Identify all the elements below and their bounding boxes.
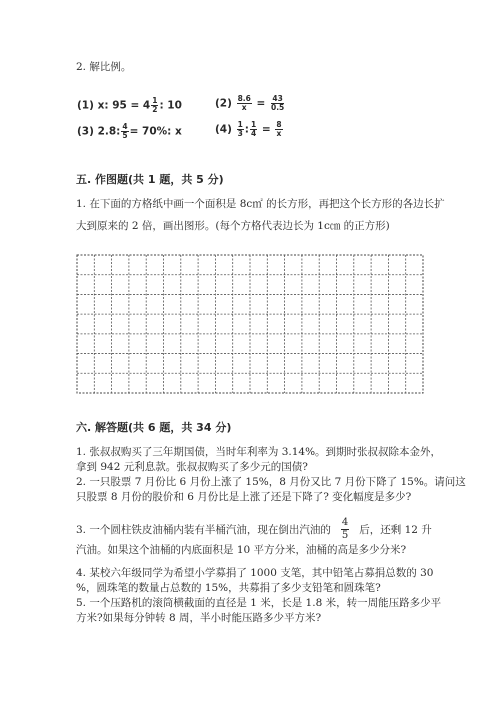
equals-sign: =	[256, 97, 266, 110]
question-2-title: 2. 解比例。	[76, 61, 132, 73]
colon: :	[244, 123, 249, 136]
section-6-question-3-line-1	[76, 517, 432, 542]
square-grid-paper[interactable]	[76, 254, 424, 394]
section-5-question-1-line-2: 大到原来的 2 倍，画出图形。(每个方格代表边长为 1c㎝ 的正方形)	[76, 220, 390, 232]
section-5-question-1-line-1: 1. 在下面的方格纸中画一个面积是 8c㎡ 的长方形，再把这个长方形的各边长扩	[76, 198, 445, 210]
fraction: $\frac{1}{2}$	[152, 96, 158, 114]
section-6-heading: 六. 解答题(共 6 题，共 34 分)	[76, 421, 232, 434]
equation-left: 2.8:	[97, 125, 121, 138]
question-3-text: 3. 一个圆柱铁皮油桶内装有半桶汽油，现在倒出汽油的	[76, 523, 331, 536]
fraction: $\frac{8}{x}$	[276, 120, 282, 138]
equation-right: : 10	[159, 99, 182, 112]
section-6-question-5-line-1: 5. 一个压路机的滚筒横截面的直径是 1 米，长是 1.8 米，转一周能压路多少平	[76, 597, 442, 609]
section-6-question-1-line-2: 拿到 942 元利息款。张叔叔购买了多少元的国债?	[76, 461, 308, 473]
question-3-text: 后，还剩 12 升	[359, 523, 432, 536]
equation-label: (3)	[77, 125, 94, 138]
equation-4	[215, 121, 284, 138]
section-6-question-4-line-2: %，圆珠笔的数量占总数的 15%，共募捐了多少支铅笔和圆珠笔?	[76, 582, 381, 594]
section-6-question-2-line-1: 2. 一只股票 7 月份比 6 月份上涨了 15%，8 月份又比 7 月份下降了 15%。请问这	[76, 476, 466, 488]
equation-label: (2)	[215, 97, 232, 110]
equation-left: x: 95 = 4	[97, 99, 151, 112]
section-6-question-1-line-1: 1. 张叔叔购买了三年期国债，当时年利率为 3.14%。到期时张叔叔除本金外，	[76, 446, 442, 458]
section-6-question-2-line-2: 只股票 8 月份的股价和 6 月份比是上涨了还是下降了? 变化幅度是多少?	[76, 491, 412, 503]
fraction: $\frac{4}{5}$	[341, 517, 349, 541]
section-6-question-5-line-2: 方米?如果每分钟转 8 周，半小时能压路多少平方米?	[76, 612, 322, 624]
fraction: $\frac{43}{0.5}$	[270, 94, 285, 112]
equation-label: (1)	[77, 99, 94, 112]
equation-3	[77, 123, 182, 140]
section-6-question-4-line-1: 4. 某校六年级同学为希望小学募捐了 1000 支笔，其中铅笔占募捐总数的 30	[76, 567, 434, 579]
fraction: $\frac{1}{3}$	[237, 120, 243, 138]
fraction: $\frac{1}{4}$	[250, 120, 257, 138]
equation-right: = 70%: x	[129, 125, 182, 138]
fraction: $\frac{4}{5}$	[122, 122, 128, 140]
section-5-heading: 五. 作图题(共 1 题，共 5 分)	[76, 173, 224, 186]
equation-2	[215, 95, 286, 112]
fraction: $\frac{8.6}{x}$	[237, 94, 251, 112]
section-6-question-3-line-2: 汽油。如果这个油桶的内底面积是 10 平方分米，油桶的高是多少分米?	[76, 544, 407, 556]
equation-1	[77, 97, 182, 114]
equals-sign: =	[261, 123, 271, 136]
equation-label: (4)	[215, 123, 232, 136]
